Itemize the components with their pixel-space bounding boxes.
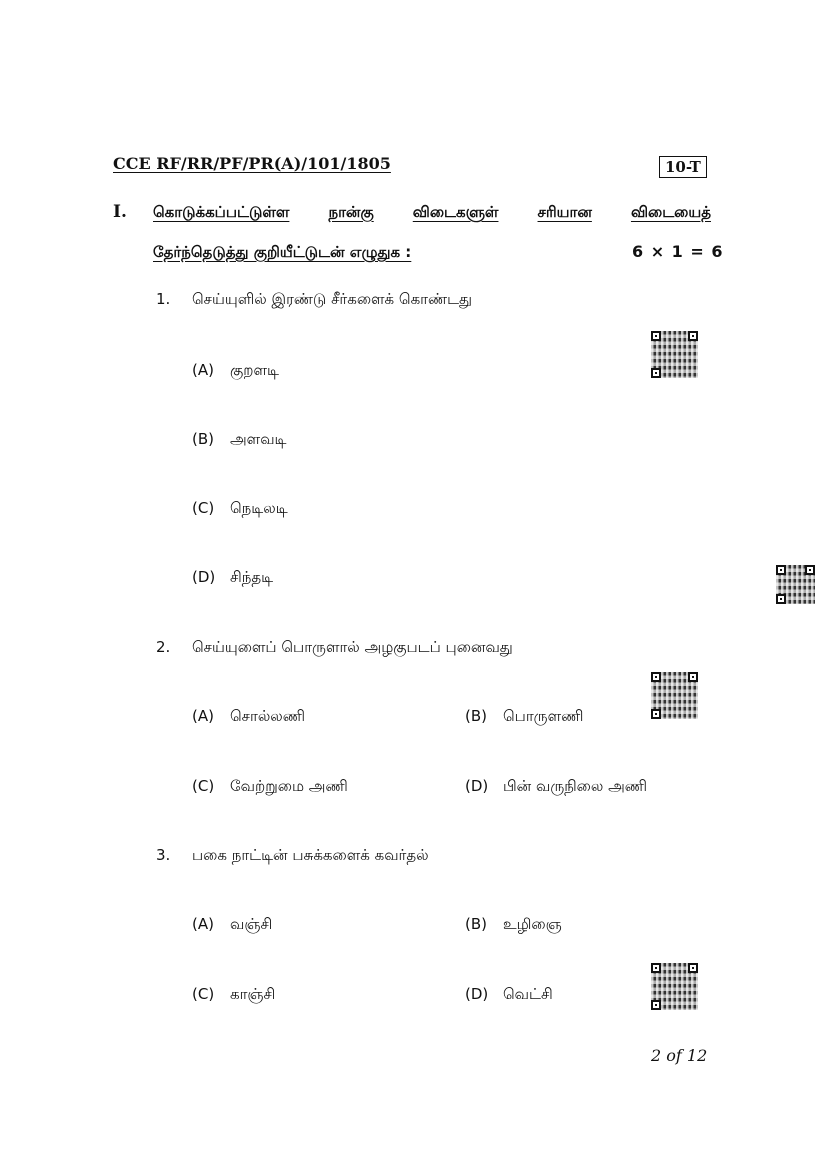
option-text: நெடிலடி: [230, 499, 288, 517]
option-text: காஞ்சி: [230, 985, 276, 1003]
marks-allocation: 6 × 1 = 6: [632, 242, 724, 261]
option-text: குறளடி: [230, 361, 279, 379]
qr-code-icon: [651, 672, 698, 719]
question-text: செய்யுளில் இரண்டு சீர்களைக் கொண்டது: [192, 290, 473, 308]
option-letter: (C): [192, 777, 215, 795]
instruction-line-1: [153, 203, 711, 223]
option-item: [465, 706, 583, 727]
qr-code-icon: [651, 331, 698, 378]
instruction-line-2: தேர்ந்தெடுத்து குறியீட்டுடன் எழுதுக :: [153, 243, 412, 261]
option-item: [192, 498, 288, 519]
page-number: 2 of 12: [651, 1046, 708, 1065]
option-text: சொல்லணி: [230, 707, 306, 725]
qr-code-icon: [776, 565, 815, 604]
option-letter: (C): [192, 499, 215, 517]
question-text: பகை நாட்டின் பசுக்களைக் கவர்தல்: [192, 846, 429, 864]
option-text: சிந்தடி: [230, 568, 274, 586]
option-letter: (A): [192, 915, 214, 933]
option-item: [192, 776, 348, 797]
option-item: [465, 776, 647, 797]
option-letter: (B): [465, 915, 487, 933]
instruction-word: விடையைத்: [630, 203, 711, 221]
option-letter: (B): [465, 707, 487, 725]
instruction-word: நான்கு: [328, 203, 374, 221]
paper-code: CCE RF/RR/PF/PR(A)/101/1805: [113, 154, 391, 173]
option-item: [192, 567, 273, 588]
option-item: [192, 429, 287, 450]
option-item: [192, 984, 275, 1005]
option-text: பொருளணி: [503, 707, 584, 725]
paper-number-box: 10-T: [659, 156, 707, 178]
option-text: வெட்சி: [503, 985, 553, 1003]
option-letter: (C): [192, 985, 215, 1003]
option-text: பின் வருநிலை அணி: [503, 777, 648, 795]
option-text: வஞ்சி: [230, 915, 273, 933]
option-text: வேற்றுமை அணி: [230, 777, 348, 795]
option-letter: (D): [192, 568, 216, 586]
option-item: [465, 914, 562, 935]
option-letter: (D): [465, 985, 489, 1003]
option-item: [192, 706, 305, 727]
instruction-word: விடைகளுள்: [412, 203, 499, 221]
option-item: [192, 360, 279, 381]
question-number: 2.: [156, 638, 171, 656]
option-text: அளவடி: [230, 430, 287, 448]
qr-code-icon: [651, 963, 698, 1010]
option-letter: (B): [192, 430, 214, 448]
option-item: [465, 984, 553, 1005]
instruction-word: கொடுக்கப்பட்டுள்ள: [153, 203, 290, 221]
option-letter: (D): [465, 777, 489, 795]
question-text: செய்யுளைப் பொருளால் அழகுபடப் புனைவது: [192, 638, 513, 656]
option-letter: (A): [192, 707, 214, 725]
instruction-word: சரியான: [537, 203, 592, 221]
question-number: 1.: [156, 290, 171, 308]
question-number: 3.: [156, 846, 171, 864]
option-letter: (A): [192, 361, 214, 379]
section-number: I.: [113, 202, 127, 222]
option-item: [192, 914, 272, 935]
option-text: உழிஞை: [503, 915, 562, 933]
